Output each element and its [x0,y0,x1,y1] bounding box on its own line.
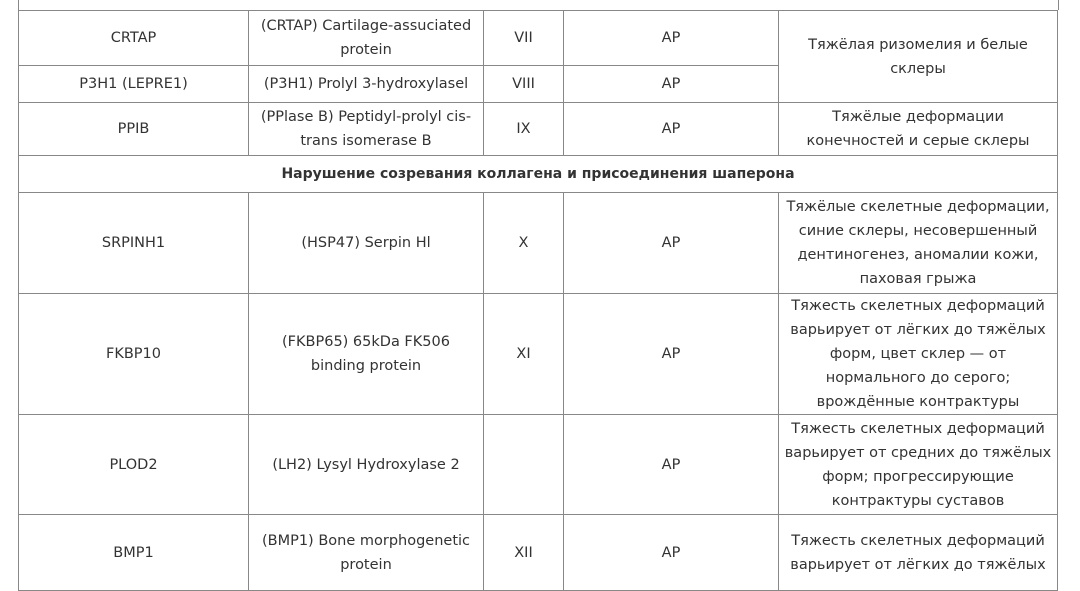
type-cell: VII [484,11,564,66]
type-cell: IX [484,103,564,156]
inheritance-cell: АР [564,103,779,156]
section-row [19,156,1058,193]
inheritance-cell: АР [564,66,779,103]
gene-cell: CRTAP [19,11,249,66]
type-cell: VIII [484,66,564,103]
type-cell: XII [484,515,564,591]
phenotype-cell: Тяжёлая ризомелия и белые склеры [779,11,1058,103]
inheritance-cell: АР [564,415,779,515]
type-cell [484,415,564,515]
protein-cell: (FKBP65) 65kDa FK506 binding protein [249,294,484,415]
table-row [19,193,1058,294]
table-row [19,11,1058,66]
gene-cell: SRPINH1 [19,193,249,294]
inheritance-cell: АР [564,294,779,415]
previous-section-row-cut [18,0,1059,10]
inheritance-cell: АР [564,11,779,66]
protein-cell: (LH2) Lysyl Hydroxylase 2 [249,415,484,515]
table-row [19,103,1058,156]
table-row [19,415,1058,515]
type-cell: X [484,193,564,294]
phenotype-cell: Тяжесть скелетных деформаций варьирует от лёгких до тяжёлых [779,515,1058,591]
protein-cell: (P3H1) Prolyl 3-hydroxylasel [249,66,484,103]
protein-cell: (PPlase B) Peptidyl-prolyl cis-trans isomerase B [249,103,484,156]
phenotype-cell: Тяжёлые скелетные деформации, синие склеры, несовершенный дентиногенез, аномалии кожи, паховая грыжа [779,193,1058,294]
protein-cell: (BMP1) Bone morphogenetic protein [249,515,484,591]
phenotype-cell: Тяжесть скелетных деформаций варьирует от лёгких до тяжёлых форм, цвет склер — от нормального до серого; врождённые контрактуры [779,294,1058,415]
phenotype-cell: Тяжёлые деформации конечностей и серые склеры [779,103,1058,156]
gene-cell: P3H1 (LEPRE1) [19,66,249,103]
phenotype-cell: Тяжесть скелетных деформаций варьирует от средних до тяжёлых форм; прогрессирующие контрактуры суставов [779,415,1058,515]
genetics-table [18,10,1058,591]
gene-cell: BMP1 [19,515,249,591]
inheritance-cell: АР [564,515,779,591]
table-row [19,294,1058,415]
gene-cell: PPIB [19,103,249,156]
inheritance-cell: АР [564,193,779,294]
type-cell: XI [484,294,564,415]
gene-cell: FKBP10 [19,294,249,415]
protein-cell: (HSP47) Serpin Hl [249,193,484,294]
section-title: Нарушение созревания коллагена и присоединения шаперона [19,156,1058,193]
gene-cell: PLOD2 [19,415,249,515]
protein-cell: (CRTAP) Cartilage-assuciated protein [249,11,484,66]
table-row [19,515,1058,591]
